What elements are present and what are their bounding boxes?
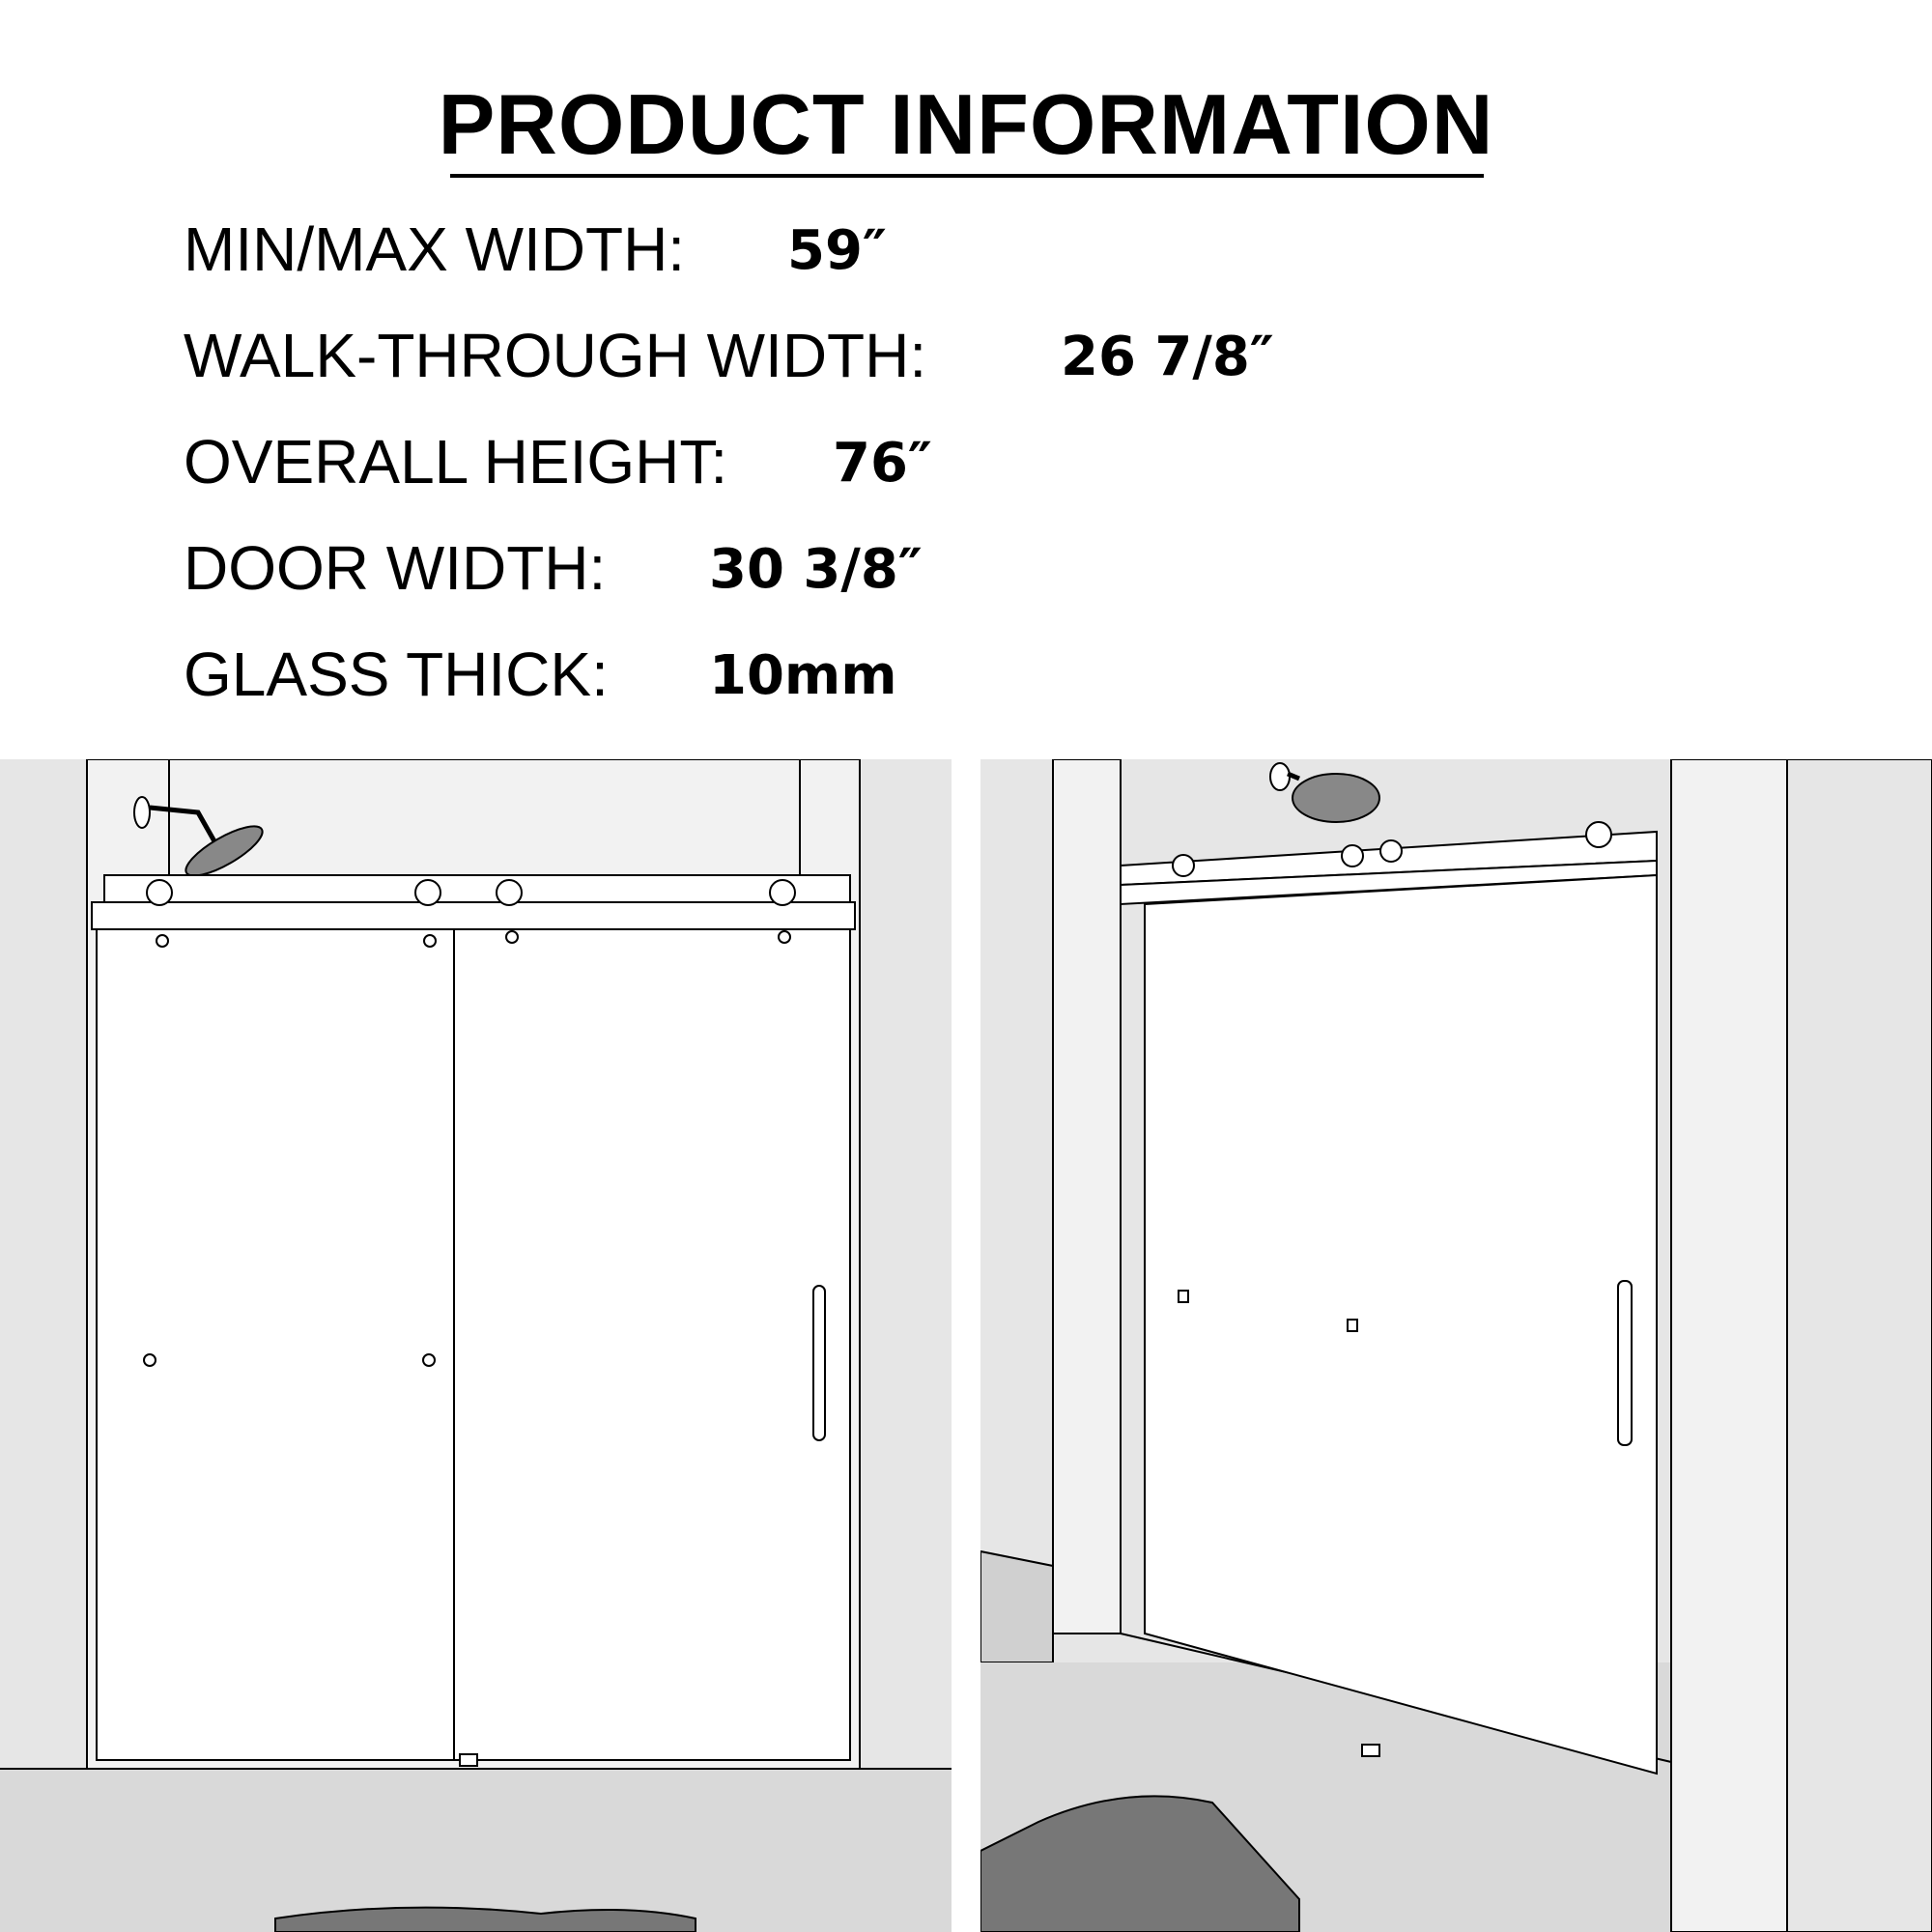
spec-value-overall-height: 76″ — [833, 432, 932, 495]
spec-value-door-width: 30 3/8″ — [709, 538, 923, 601]
title-underline — [450, 174, 1484, 178]
front-view-shower-door — [0, 759, 952, 1932]
spec-value-min-max-width: 59″ — [787, 219, 887, 282]
spec-label-door-width: DOOR WIDTH: — [184, 533, 607, 603]
spec-value-glass-thick: 10mm — [709, 644, 897, 707]
angled-view-shower-door — [980, 759, 1932, 1932]
spec-label-overall-height: OVERALL HEIGHT: — [184, 427, 728, 497]
spec-label-walk-through-width: WALK-THROUGH WIDTH: — [184, 321, 927, 390]
page-title: PRODUCT INFORMATION — [438, 76, 1494, 172]
spec-value-walk-through-width: 26 7/8″ — [1061, 326, 1274, 388]
spec-label-min-max-width: MIN/MAX WIDTH: — [184, 214, 686, 284]
spec-label-glass-thick: GLASS THICK: — [184, 639, 609, 709]
